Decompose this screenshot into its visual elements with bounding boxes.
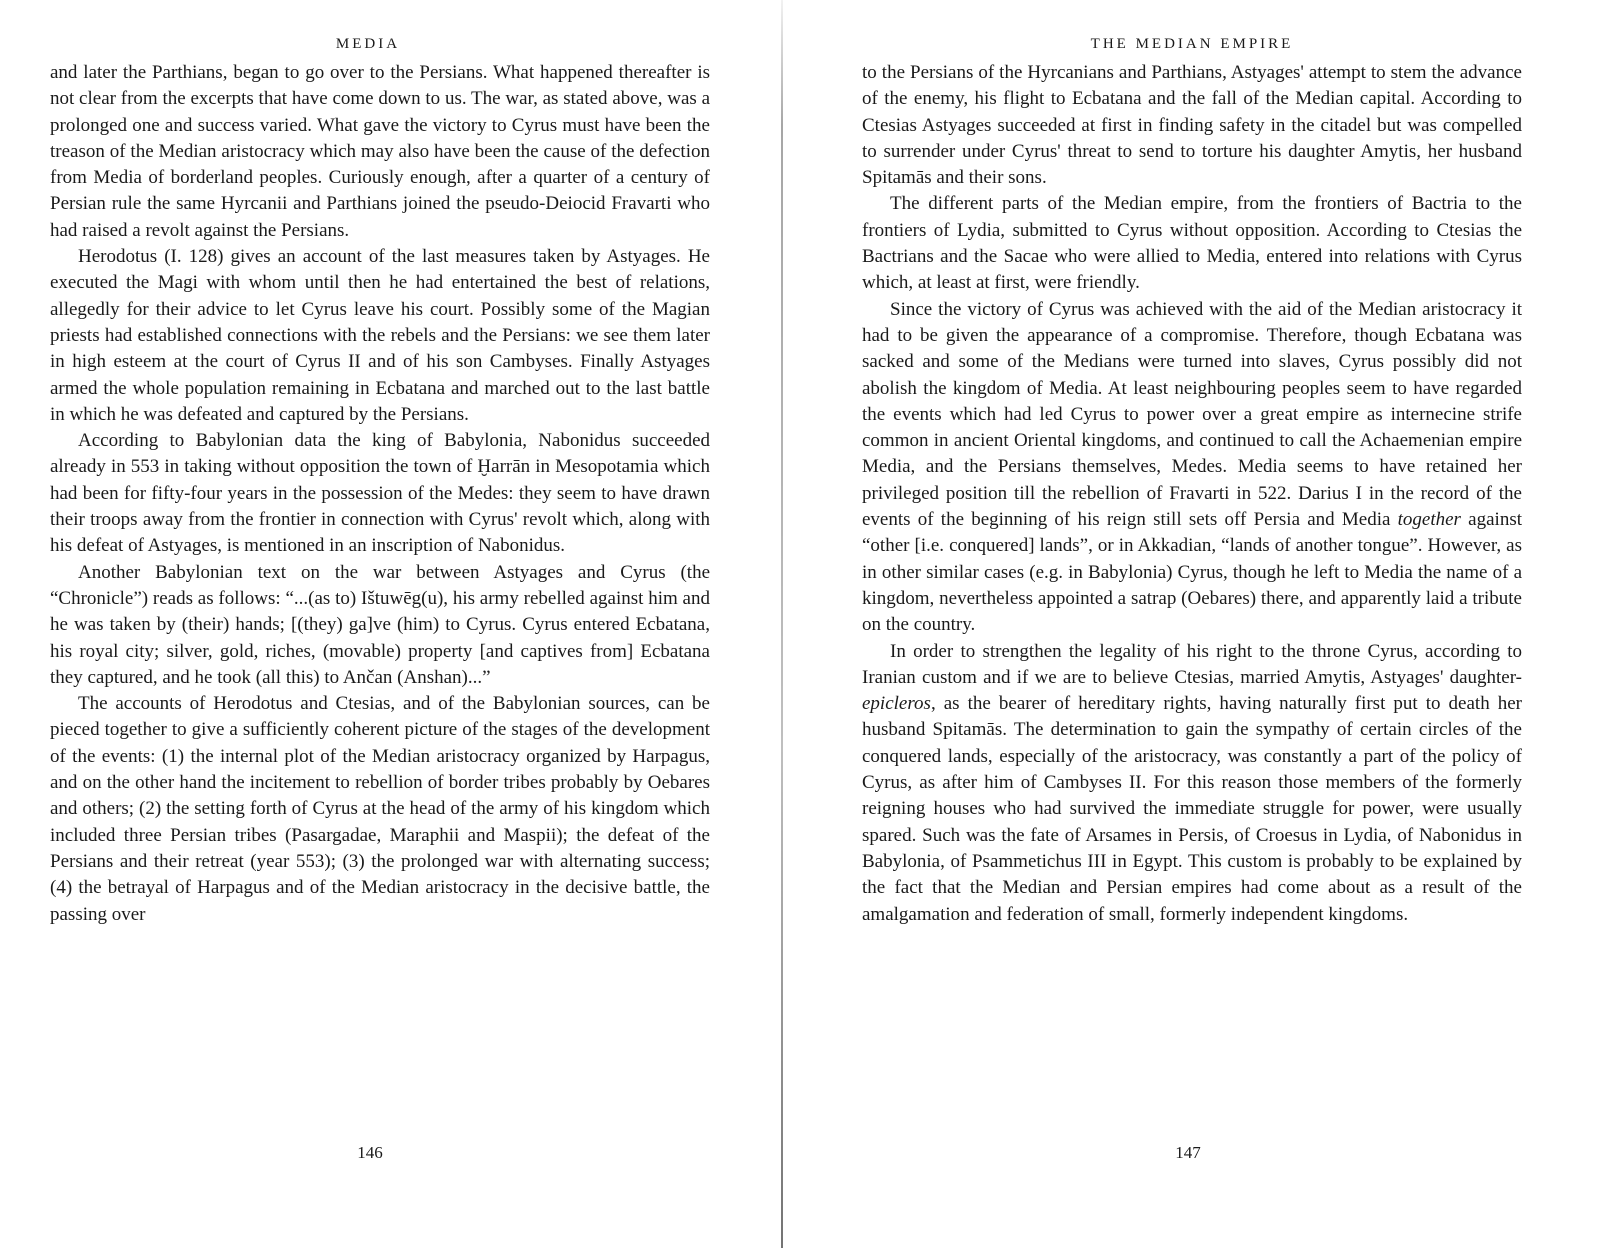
paragraph-text: , as the bearer of hereditary rights, having naturally first put to death her husband Spitamās. The determination to gain the sympathy of certain circles of the conquered lands, especially of the aristocracy, was constantly a part of the policy of Cyrus, as after him of Cambyses II. For this reason those members of the formerly reigning houses who had survived the immediate struggle for power, were usually spared. Such was the fate of Arsames in Persis, of Croesus in Lydia, of Nabonidus in Babylonia, of Psammetichus III in Egypt. This custom is probably to be explained by the fact that the Median and Persian empires had come about as a result of the amalgamation and federation of small, formerly independent kingdoms.: [862, 693, 1522, 925]
paragraph: Herodotus (I. 128) gives an account of the last measures taken by Astyages. He executed the Magi with whom until then he had entertained the best of relations, allegedly for their advice to let Cyrus leave his court. Possibly some of the Magian priests had established connections with the rebels and the Persians: we see them later in high esteem at the court of Cyrus II and of his son Cambyses. Finally Astyages armed the whole population remaining in Ecbatana and marched out to the last battle in which he was defeated and captured by the Persians.: [50, 246, 710, 425]
paragraph-text: against “other [i.e. conquered] lands”, or in Akkadian, “lands of another tongue”. However, as in other similar cases (e.g. in Babylonia) Cyrus, though he left to Media the name of a kingdom, nevertheless appointed a satrap (Oebares) there, and apparently laid a tribute on the country.: [862, 509, 1522, 636]
page-number-left: 146: [357, 1143, 383, 1162]
paragraph: [862, 297, 1522, 639]
paragraph: [862, 639, 1522, 928]
left-page: [50, 0, 710, 1248]
italic-word: epicleros: [862, 693, 931, 715]
right-page: [862, 0, 1522, 1248]
italic-word: together: [1397, 509, 1461, 531]
paragraph: Another Babylonian text on the war between Astyages and Cyrus (the “Chronicle”) reads as follows: “...(as to) Ištuwēg(u), his army rebelled against him and he was taken by (their) hands; [(they) ga]ve (him) to Cyrus. Cyrus entered Ecbatana, his royal city; silver, gold, riches, (movable) property [and captives from] Ecbatana they captured, and he took (all this) to Ančan (Anshan)...”: [50, 561, 710, 688]
running-head-right: THE MEDIAN EMPIRE: [1090, 36, 1294, 52]
paragraph: and later the Parthians, began to go over to the Persians. What happened thereafter is not clear from the excerpts that have come down to us. The war, as stated above, was a prolonged one and success varied. What gave the victory to Cyrus must have been the treason of the Median aristocracy which may also have been the cause of the defection from Media of borderland peoples. Curiously enough, after a quarter of a century of Persian rule the same Hyrcanii and Parthians joined the pseudo-Deiocid Fravarti who had raised a revolt against the Persians.: [50, 62, 710, 241]
right-page-text: [862, 60, 1522, 928]
running-head-left: MEDIA: [335, 36, 401, 52]
paragraph: According to Babylonian data the king of Babylonia, Nabonidus succeeded already in 553 in taking without opposition the town of Ḫarrān in Mesopotamia which had been for fifty-four years in the possession of the Medes: they seem to have drawn their troops away from the frontier in connection with Cyrus' revolt which, along with his defeat of Astyages, is mentioned in an inscription of Nabonidus.: [50, 430, 710, 557]
page-number-right: 147: [1175, 1143, 1201, 1162]
paragraph: to the Persians of the Hyrcanians and Parthians, Astyages' attempt to stem the advance of the enemy, his flight to Ecbatana and the fall of the Median capital. According to Ctesias Astyages succeeded at first in finding safety in the citadel but was compelled to surrender under Cyrus' threat to send to torture his daughter Amytis, her husband Spitamās and their sons.: [862, 62, 1522, 189]
book-gutter: [781, 0, 783, 1248]
paragraph-text: Since the victory of Cyrus was achieved with the aid of the Median aristocracy it had to be given the appearance of a compromise. Therefore, though Ecbatana was sacked and some of the Medians were turned into slaves, Cyrus possibly did not abolish the kingdom of Media. At least neighbouring peoples seem to have regarded the events which had led Cyrus to power over a great empire as internecine strife common in ancient Oriental kingdoms, and continued to call the Achaemenian empire Media, and the Persians themselves, Medes. Media seems to have retained her privileged position till the rebellion of Fravarti in 522. Darius I in the record of the events of the beginning of his reign still sets off Persia and Media: [862, 298, 1522, 531]
paragraph: The different parts of the Median empire, from the frontiers of Bactria to the frontiers of Lydia, submitted to Cyrus without opposition. According to Ctesias the Bactrians and the Sacae who were allied to Media, entered into relations with Cyrus which, at least at first, were friendly.: [862, 193, 1522, 294]
left-page-text: [50, 60, 710, 928]
paragraph-text: In order to strengthen the legality of his right to the throne Cyrus, according to Iranian custom and if we are to believe Ctesias, married Amytis, Astyages' daughter-: [862, 640, 1522, 688]
paragraph: The accounts of Herodotus and Ctesias, and of the Babylonian sources, can be pieced together to give a sufficiently coherent picture of the stages of the development of the events: (1) the internal plot of the Median aristocracy organized by Harpagus, and on the other hand the incitement to rebellion of border tribes probably by Oebares and others; (2) the setting forth of Cyrus at the head of the army of his kingdom which included three Persian tribes (Pasargadae, Maraphii and Maspii); the defeat of the Persians and their retreat (year 553); (3) the prolonged war with alternating success; (4) the betrayal of Harpagus and of the Median aristocracy in the decisive battle, the passing over: [50, 693, 710, 925]
